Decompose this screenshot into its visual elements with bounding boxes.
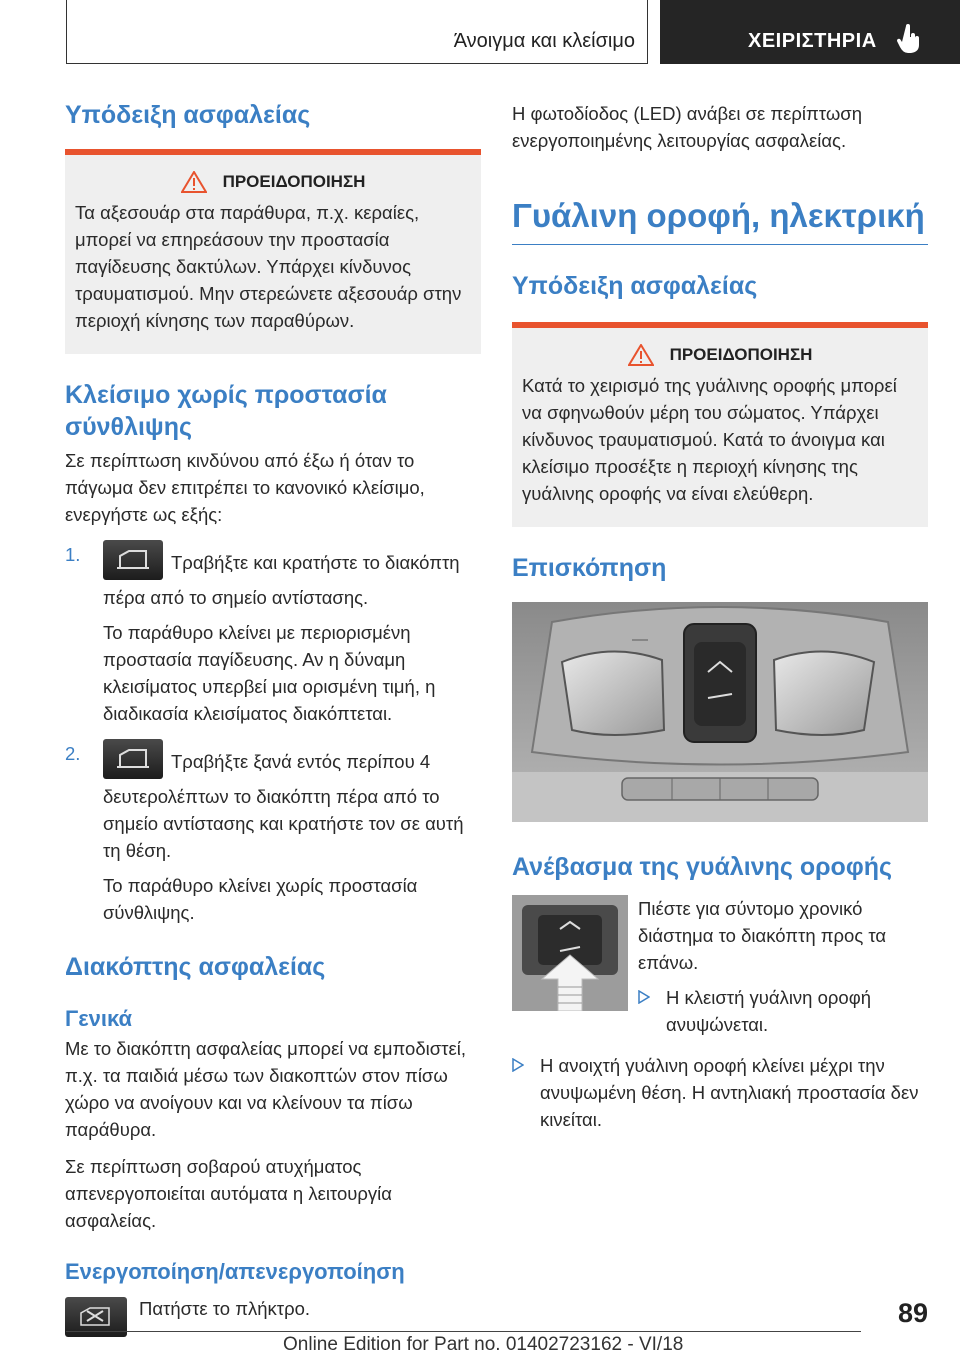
result-triangle-icon <box>512 1058 524 1072</box>
general-heading: Γενικά <box>65 1006 133 1031</box>
raise-note-text: Η ανοιχτή γυάλινη οροφή κλείνει μέχρι την ανυψωμένη θέση. Η αντηλιακή προστασία δεν κινείται. <box>540 1055 919 1131</box>
warning-triangle-icon <box>628 344 654 366</box>
result-triangle-icon <box>638 990 650 1004</box>
glass-roof-heading: Γυάλινη οροφή, ηλεκτρική <box>512 196 928 245</box>
warning-title-row <box>75 171 471 193</box>
step-number: 1. <box>65 543 81 565</box>
step-text: Τραβήξτε ξανά εντός περίπου 4 δευτερολέπτων το διακόπτη πέρα από το σημείο αντίστασης και κρατήστε τον σε αυτή τη θέση. <box>103 750 464 861</box>
header-bar <box>66 0 648 64</box>
footer-divider <box>66 1331 861 1332</box>
safety-switch-heading: Διακόπτης ασφαλείας <box>65 952 326 981</box>
general-paragraph-2: Σε περίπτωση σοβαρού ατυχήματος απενεργοποιείται αυτόματα η λειτουργία ασφαλείας. <box>65 1155 392 1231</box>
footer-edition: Online Edition for Part no. 01402723162 - VI/18 <box>283 1334 684 1355</box>
close-without-protection-heading: Κλείσιμο χωρίς προστασία σύνθλιψης <box>65 381 387 441</box>
safety-heading: Υπόδειξη ασφαλείας <box>65 101 311 129</box>
chapter-tab <box>660 0 960 64</box>
pointing-hand-icon <box>896 24 922 54</box>
window-switch-icon <box>103 739 163 779</box>
led-text: Η φωτοδίοδος (LED) ανάβει σε περίπτωση ενεργοποιημένης λειτουργίας ασφαλείας. <box>512 103 862 151</box>
raise-note <box>512 1052 928 1133</box>
step-result: Το παράθυρο κλείνει με περιορισμένη προστασία παγίδευσης. Αν η δύναμη κλεισίματος υπερβεί μια ορισμένη τιμή, η διαδικασία κλεισίματος διακόπτεται. <box>103 621 436 724</box>
left-column <box>65 100 481 1343</box>
warning-text: Τα αξεσουάρ στα παράθυρα, π.χ. κεραίες, μπορεί να επηρεάσουν την προστασία παγίδευσης δακτύλων. Υπάρχει κίνδυνος τραυματισμού. Μην στερεώνετε αξεσουάρ στην περιοχή κίνησης των παραθύρων. <box>75 202 462 332</box>
roof-switch-overview-photo <box>512 602 928 822</box>
warning-triangle-icon <box>181 171 207 193</box>
raise-text: Πιέστε για σύντομο χρονικό διάστημα το διακόπτη προς τα επάνω. <box>638 898 887 974</box>
toggle-heading: Ενεργοποίηση/απενεργοποίηση <box>65 1258 405 1284</box>
warning-title: ΠΡΟΕΙΔΟΠΟΙΗΣΗ <box>669 344 813 364</box>
raise-result <box>638 984 928 1038</box>
warning-text: Κατά το χειρισμό της γυάλινης οροφής μπορεί να σφηνωθούν μέρη του σώματος. Υπάρχει κίνδυνος τραυματισμού. Κατά το άνοιγμα και κλείσιμο προσέξτε η περιοχή κίνησης της γυάλινης οροφής να είναι ελεύθερη. <box>522 374 897 504</box>
step-number: 2. <box>65 742 81 764</box>
roof-safety-heading: Υπόδειξη ασφαλείας <box>512 271 758 300</box>
right-column <box>512 100 928 1133</box>
step-1 <box>65 544 481 727</box>
raise-roof-heading: Ανέβασμα της γυάλινης οροφής <box>512 853 892 882</box>
raise-roof-block <box>512 895 928 1038</box>
step-result: Το παράθυρο κλείνει χωρίς προστασία σύνθλιψης. <box>103 874 418 923</box>
roof-warning-box <box>512 322 928 527</box>
warning-box <box>65 149 481 354</box>
close-intro: Σε περίπτωση κινδύνου από έξω ή όταν το πάγωμα δεν επιτρέπει το κανονικό κλείσιμο, ενεργήστε ως εξής: <box>65 449 425 525</box>
page-number: 89 <box>897 1298 928 1328</box>
section-title: Άνοιγμα και κλείσιμο <box>453 30 635 52</box>
roof-switch-up-thumbnail <box>512 895 628 1011</box>
window-switch-icon <box>103 540 163 580</box>
warning-title: ΠΡΟΕΙΔΟΠΟΙΗΣΗ <box>222 172 366 192</box>
overview-heading: Επισκόπηση <box>512 553 667 582</box>
toggle-text: Πατήστε το πλήκτρο. <box>139 1298 311 1319</box>
step-text: Τραβήξτε και κρατήστε το διακόπτη πέρα από το σημείο αντίστασης. <box>103 551 460 608</box>
raise-result-text: Η κλειστή γυάλινη οροφή ανυψώνεται. <box>666 987 871 1036</box>
step-2 <box>65 743 481 926</box>
warning-title-row <box>522 344 918 366</box>
chapter-tab-label: ΧΕΙΡΙΣΤΗΡΙΑ <box>748 30 877 52</box>
general-paragraph-1: Με το διακόπτη ασφαλείας μπορεί να εμποδιστεί, π.χ. τα παιδιά μέσω των διακοπτών στον πίσω χώρο να ανοίγουν και να κλείνουν τα πίσω παράθυρα. <box>65 1037 466 1140</box>
